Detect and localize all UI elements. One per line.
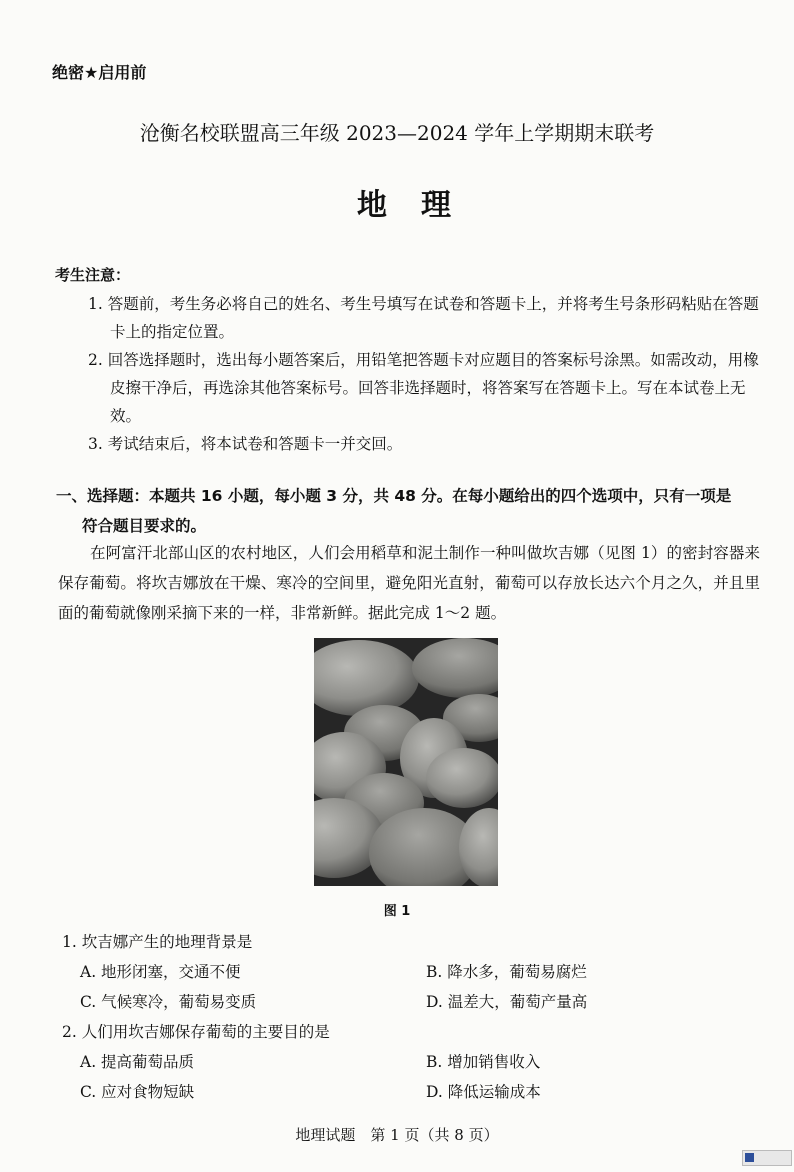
option-c: C. 气候寒冷，葡萄易变质 (80, 993, 257, 1011)
notice-heading: 考生注意： (55, 266, 131, 284)
confidential-label: 绝密★启用前 (52, 63, 147, 82)
scanner-logo-icon (745, 1153, 754, 1162)
figure-caption: 图 1 (383, 904, 411, 919)
option-b: B. 增加销售收入 (426, 1053, 541, 1071)
kangina-photo (314, 638, 498, 886)
page-footer: 地理试题 第 1 页（共 8 页） (295, 1126, 499, 1144)
option-c: C. 应对食物短缺 (80, 1083, 195, 1101)
question-stem: 1. 坎吉娜产生的地理背景是 (62, 933, 253, 951)
notice-list (88, 290, 760, 458)
scanner-watermark (742, 1150, 792, 1166)
exam-title: 沧衡名校联盟高三年级 2023—2024 学年上学期期末联考 (139, 121, 655, 145)
section-title-line: 一、选择题：本题共 16 小题，每小题 3 分，共 48 分。在每小题给出的四个选项中，只有一项是 (56, 487, 732, 505)
option-d: D. 温差大，葡萄产量高 (426, 993, 588, 1011)
option-a: A. 地形闭塞，交通不便 (80, 963, 241, 981)
option-a: A. 提高葡萄品质 (80, 1053, 195, 1071)
section-title (56, 481, 762, 541)
kangina-photo-image (314, 638, 498, 886)
subject-title: 地理 (357, 188, 485, 223)
option-d: D. 降低运输成本 (426, 1083, 541, 1101)
question-intro: 在阿富汗北部山区的农村地区，人们会用稻草和泥土制作一种叫做坎吉娜（见图 1）的密封容器来保存葡萄。将坎吉娜放在干燥、寒冷的空间里，避免阳光直射，葡萄可以存放长达六个月之久，并且里面的葡萄就像刚采摘下来的一样，非常新鲜。据此完成 1～2 题。 (58, 544, 760, 622)
notice-item: 2. 回答选择题时，选出每小题答案后，用铅笔把答题卡对应题目的答案标号涂黑。如需改动，用橡皮擦干净后，再选涂其他答案标号。回答非选择题时，将答案写在答题卡上。写在本试卷上无效。 (88, 351, 759, 425)
question-stem: 2. 人们用坎吉娜保存葡萄的主要目的是 (62, 1023, 330, 1041)
option-b: B. 降水多，葡萄易腐烂 (426, 963, 587, 981)
notice-item: 1. 答题前，考生务必将自己的姓名、考生号填写在试卷和答题卡上，并将考生号条形码粘贴在答题卡上的指定位置。 (88, 295, 759, 341)
notice-item: 3. 考试结束后，将本试卷和答题卡一并交回。 (88, 435, 403, 453)
section-title-line: 符合题目要求的。 (82, 517, 207, 535)
